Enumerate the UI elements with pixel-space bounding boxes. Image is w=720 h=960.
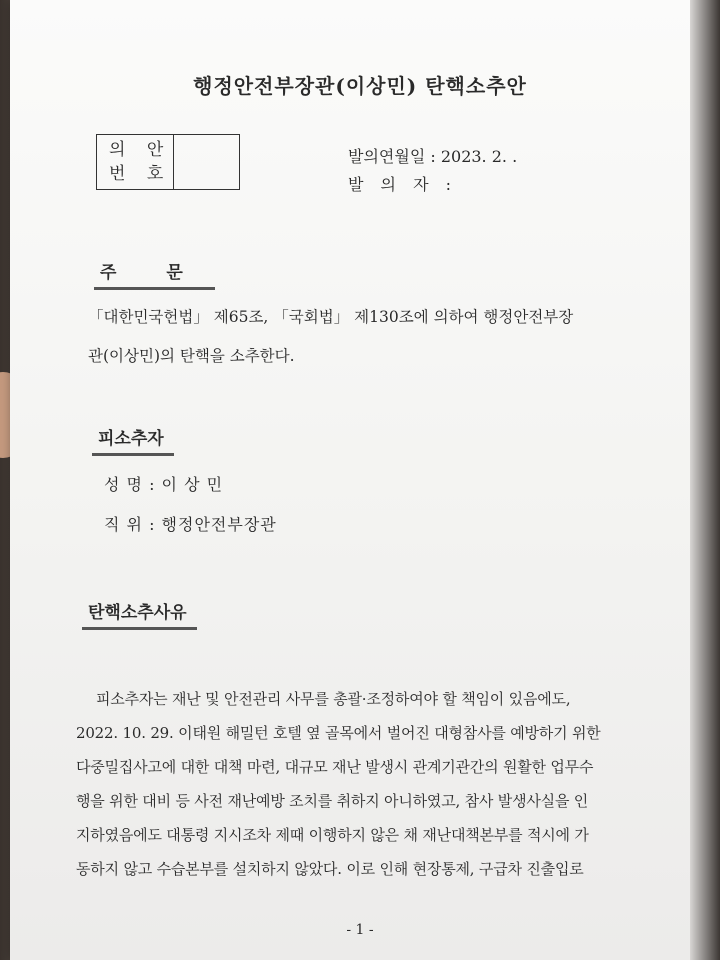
bill-number-label <box>97 135 174 189</box>
proposal-date: 발의연월일 : 2023. 2. . <box>348 147 518 166</box>
defendant-position: 직 위 : 행정안전부장관 <box>104 515 277 534</box>
reason-line-4: 행을 위한 대비 등 사전 재난예방 조치를 취하지 아니하였고, 참사 발생사실을 인 <box>76 792 589 810</box>
background-right <box>690 0 720 960</box>
reason-line-2: 2022. 10. 29. 이태원 해밀턴 호텔 옆 골목에서 벌어진 대형참사를 예방하기 위한 <box>76 724 601 742</box>
page-number: - 1 - <box>346 922 374 938</box>
order-line-2: 관(이상민)의 탄핵을 소추한다. <box>88 347 295 365</box>
order-heading: 주 문 <box>94 258 215 290</box>
document-title: 행정안전부장관(이상민) 탄핵소추안 <box>193 74 527 98</box>
bill-number-label-line2: 번 호 <box>109 164 172 184</box>
proposer: 발 의 자 : <box>348 175 458 194</box>
bill-number-label-line1: 의 안 <box>109 140 172 160</box>
reason-line-1: 피소추자는 재난 및 안전관리 사무를 총괄·조정하여야 할 책임이 있음에도, <box>96 690 571 708</box>
reason-line-6: 동하지 않고 수습본부를 설치하지 않았다. 이로 인해 현장통제, 구급차 진출입로 <box>76 860 584 878</box>
bill-number-box <box>96 134 240 190</box>
defendant-name: 성 명 : 이 상 민 <box>104 475 224 494</box>
defendant-heading: 피소추자 <box>92 424 174 456</box>
reason-line-5: 지하였음에도 대통령 지시조차 제때 이행하지 않은 채 재난대책본부를 적시에 가 <box>76 826 589 844</box>
reasons-heading: 탄핵소추사유 <box>82 598 197 630</box>
reason-line-3: 다중밀집사고에 대한 대책 마련, 대규모 재난 발생시 관계기관간의 원활한 업무수 <box>76 758 594 776</box>
bill-number-value <box>174 135 239 189</box>
order-line-1: 「대한민국헌법」 제65조, 「국회법」 제130조에 의하여 행정안전부장 <box>88 308 574 326</box>
